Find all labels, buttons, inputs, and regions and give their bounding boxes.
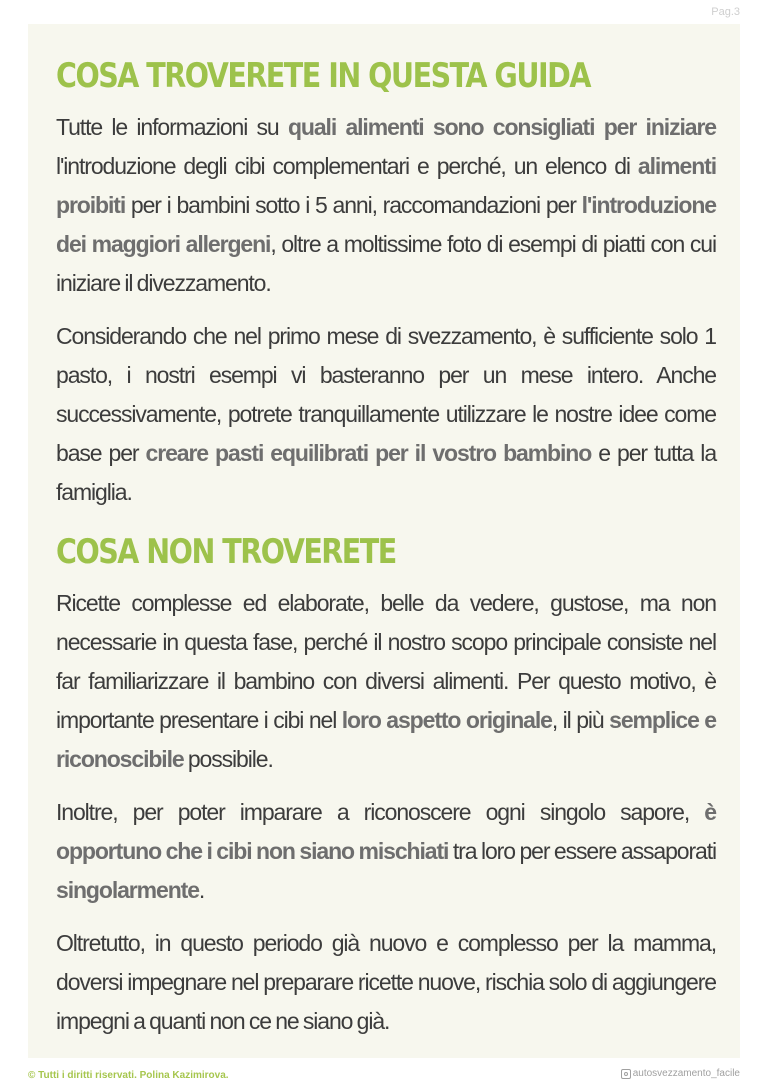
paragraph-new-period: Oltretutto, in questo periodo già nuovo e complesso per la mamma, doversi impegnare nel preparare ricette nuove, rischia solo di aggiungere impegni a quanti non ce ne siano già. [56, 930, 716, 1034]
paragraph-text: Considerando che nel primo mese di svezzamento, è sufficiente solo 1 pasto, i nostri esempi vi basteranno per un mese intero. Anche successivamente, potrete tranquillamente utilizzare le nostre idee come base per [56, 323, 716, 466]
bold-phrase: l'introduzione dei maggiori allergeni [56, 192, 716, 257]
bold-phrase: semplice e riconoscibile [56, 707, 716, 772]
instagram-icon [621, 1069, 631, 1079]
footer-social[interactable] [621, 1068, 740, 1079]
paragraph-text: e per tutta la famiglia. [56, 440, 717, 505]
paragraph-text: l'introduzione degli cibi complementari e perché, un elenco di [56, 153, 638, 179]
paragraph-complex-recipes [56, 584, 716, 779]
paragraph-text: tra loro per essere assaporati [448, 838, 717, 864]
paragraph-text: Tutte le informazioni su [56, 114, 288, 140]
bold-phrase: loro aspetto originale [341, 707, 552, 733]
bold-phrase: quali alimenti sono consigliati per iniziare [287, 114, 716, 140]
social-handle: autosvezzamento_facile [632, 1068, 740, 1079]
paragraph-text: , il più [551, 707, 610, 733]
section-title-included: COSA TROVERETE IN QUESTA GUIDA [56, 56, 590, 96]
paragraph-text: per i bambini sotto i 5 anni, raccomandazioni per [125, 192, 582, 218]
paragraph-single-flavor [56, 793, 716, 910]
paragraph-text: Inoltre, per poter imparare a riconoscere ogni singolo sapore, [56, 799, 705, 825]
page-number: Pag.3 [711, 6, 740, 18]
bold-phrase: singolarmente [56, 877, 199, 903]
guide-content [56, 44, 716, 1055]
paragraph-text: . [198, 877, 205, 903]
bold-phrase: è opportuno che i cibi non siano mischiati [56, 799, 716, 864]
footer-copyright: © Tutti i diritti riservati. Polina Kazimirova. [28, 1070, 229, 1081]
paragraph-text: possibile. [183, 746, 273, 772]
paragraph-text: Ricette complesse ed elaborate, belle da vedere, gustose, ma non necessarie in questa fase, perché il nostro scopo principale consiste nel far familiarizzare il bambino con diversi alimenti. Per questo motivo, è importante presentare i cibi nel [56, 590, 716, 733]
bold-phrase: alimenti proibiti [56, 153, 716, 218]
paragraph-first-month [56, 317, 716, 512]
section-title-excluded: COSA NON TROVERETE [56, 532, 396, 572]
paragraph-text: , oltre a moltissime foto di esempi di piatti con cui iniziare il divezzamento. [56, 231, 716, 296]
bold-phrase: creare pasti equilibrati per il vostro bambino [145, 440, 592, 466]
paragraph-included-info [56, 108, 716, 303]
